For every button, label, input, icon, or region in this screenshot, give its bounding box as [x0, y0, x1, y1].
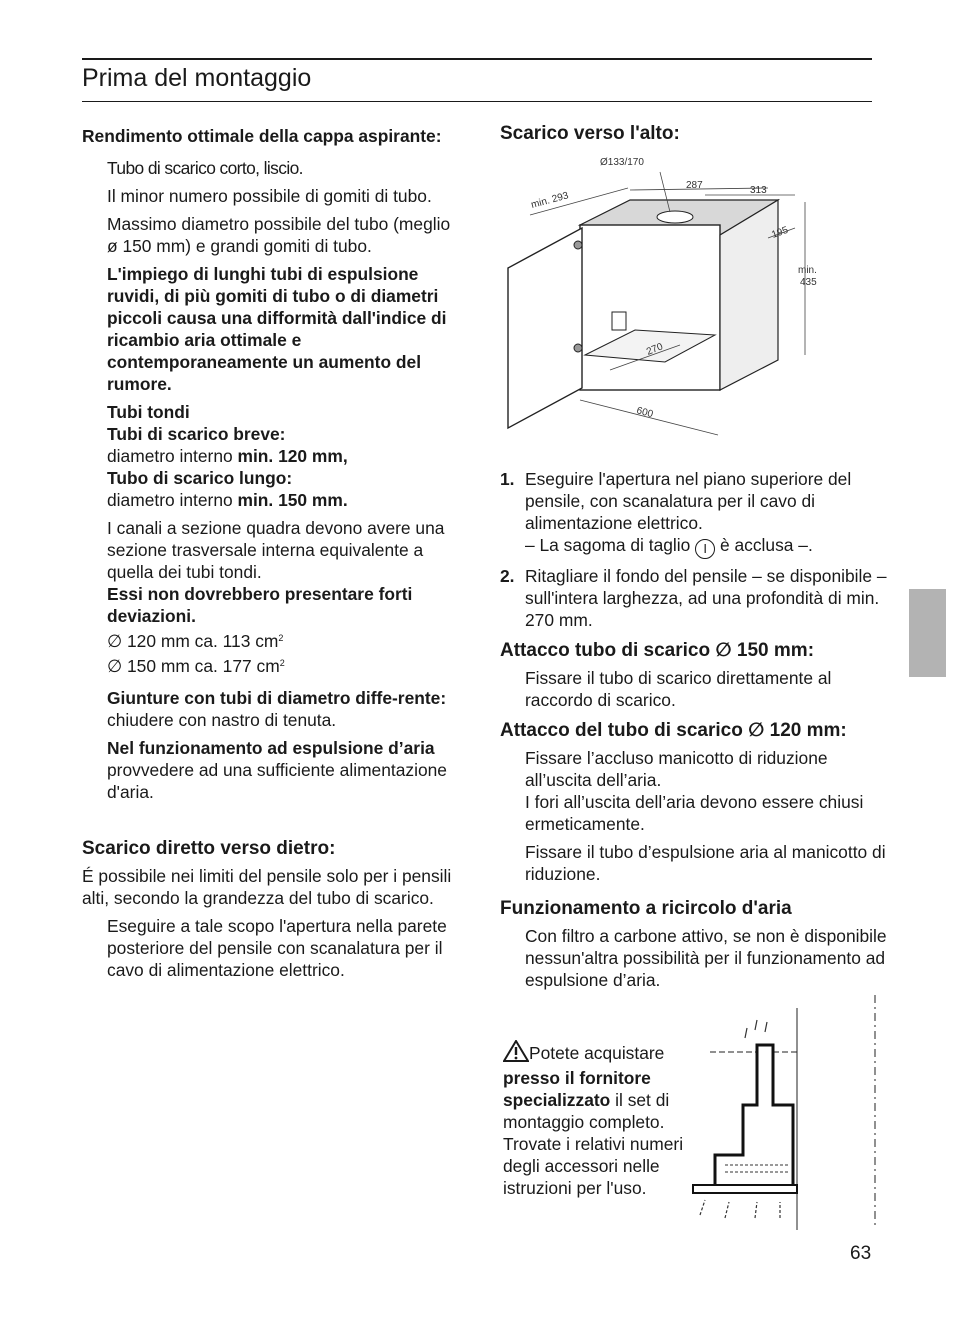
long-pipe-title: Tubo di scarico lungo:	[107, 468, 293, 488]
cabinet-dimension-figure	[500, 150, 840, 450]
back-outlet-p2: Eseguire a tale scopo l'apertura nella parete posteriore del pensile con scanalatura per il cavo di alimentazione elettrico.	[107, 916, 447, 980]
round-pipes-title: Tubi tondi	[107, 402, 190, 422]
step-1-body	[525, 468, 890, 559]
cabinet-front	[580, 225, 720, 390]
note-post: il set di montaggio completo. Trovate i relativi numeri degli accessori nelle istruzioni per l'uso.	[503, 1090, 684, 1198]
long-pipe-spec-label: diametro interno	[107, 490, 238, 510]
recirculation-diagram	[685, 990, 885, 1230]
tip-max-diameter: Massimo diametro possibile del tubo (meglio ø 150 mm) e grandi gomiti di tubo.	[107, 214, 451, 256]
hood-canopy	[693, 1185, 797, 1193]
label-min293: min. 293	[529, 190, 570, 211]
back-outlet-heading: Scarico diretto verso dietro:	[82, 838, 336, 859]
performance-heading: Rendimento ottimale della cappa aspirante:	[82, 126, 442, 146]
header-rule-top	[82, 58, 872, 60]
step-1-note	[525, 534, 890, 559]
connect-150-text: Fissare il tubo di scarico direttamente al raccordo di scarico.	[525, 668, 832, 710]
template-symbol: I	[695, 539, 715, 559]
step-1-text: Eseguire l'apertura nel piano superiore del pensile, con scanalatura per il cavo di alimentazione elettrico.	[525, 469, 852, 533]
step-2-text: Ritagliare il fondo del pensile – se disponibile – sull'intera larghezza, ad una profondità di min. 270 mm.	[525, 566, 887, 630]
joints-note	[107, 687, 452, 731]
step-2-number: 2.	[500, 566, 515, 586]
note-pre: Potete acquistare	[529, 1043, 665, 1063]
mounting-bracket	[612, 312, 626, 330]
joints-bold: Giunture con tubi di diametro diffe-rente:	[107, 688, 447, 708]
tip-few-elbows: Il minor numero possibile di gomiti di tubo.	[107, 186, 432, 206]
area-150-text: ∅ 150 mm ca. 177 cm	[107, 656, 280, 676]
round-pipes-block	[107, 401, 452, 511]
connect-120-text-c: Fissare il tubo d’espulsione aria al manicotto di riduzione.	[525, 842, 886, 884]
label-195: 195	[770, 224, 790, 241]
page-number: 63	[850, 1243, 872, 1264]
area-120	[107, 627, 452, 652]
tip-short-pipe: Tubo di scarico corto, liscio.	[107, 158, 303, 178]
short-pipe-spec-value: min. 120 mm,	[237, 446, 348, 466]
hinge-top	[574, 241, 582, 249]
hood-chimney	[715, 1045, 793, 1190]
recirculation-heading: Funzionamento a ricircolo d'aria	[500, 898, 792, 919]
exhaust-text: provvedere ad una sufficiente alimentazione d'aria.	[107, 760, 447, 802]
label-min435-a: min.	[798, 265, 817, 276]
back-outlet-p1: É possibile nei limiti del pensile solo per i pensili alti, secondo la grandezza del tubo di scarico.	[82, 866, 452, 908]
short-pipe-title: Tubi di scarico breve:	[107, 424, 286, 444]
page-title: Prima del montaggio	[82, 64, 312, 92]
step-1-note-pre: – La sagoma di taglio	[525, 535, 696, 555]
left-column	[82, 125, 452, 981]
connect-120-text-b: I fori all’uscita dell’aria devono essere chiusi ermeticamente.	[525, 792, 864, 834]
step-1-number: 1.	[500, 469, 515, 489]
note-bold: presso il fornitore specializzato	[503, 1068, 651, 1110]
upward-outlet-heading: Scarico verso l'alto:	[500, 123, 680, 144]
area-150	[107, 652, 452, 677]
short-pipe-spec-label: diametro interno	[107, 446, 238, 466]
cabinet-door	[508, 228, 582, 428]
short-pipe-spec	[107, 445, 452, 467]
connect-120-text-a: Fissare l’accluso manicotto di riduzione all’uscita dell’aria.	[525, 748, 828, 790]
connect-120-heading: Attacco del tubo di scarico ∅ 120 mm:	[500, 720, 847, 741]
label-min435-b: 435	[800, 277, 817, 288]
step-1	[500, 468, 890, 559]
header-rule-bottom	[82, 101, 872, 102]
label-287: 287	[686, 180, 703, 191]
label-313: 313	[750, 185, 767, 196]
exhaust-note	[107, 737, 452, 803]
accessory-note	[503, 1040, 693, 1199]
label-270: 270	[645, 341, 665, 358]
joints-text: chiudere con nastro di tenuta.	[107, 710, 337, 730]
duct-opening	[657, 211, 693, 223]
label-600: 600	[635, 405, 655, 421]
step-2	[500, 565, 890, 631]
long-pipe-spec	[107, 489, 452, 511]
square-ducts-warning: Essi non dovrebbero presentare forti deviazioni.	[107, 584, 413, 626]
section-tab	[909, 589, 946, 677]
air-flow-up-icon	[745, 1020, 767, 1038]
air-flow-intake-icon	[700, 1200, 780, 1218]
warning-long-pipes: L'impiego di lunghi tubi di espulsione ruvidi, di più gomiti di tubo o di diametri piccoli causa una difformità dall'indice di ricambio aria ottimale e contemporaneamente un aumento del rumore.	[107, 264, 447, 394]
exhaust-bold: Nel funzionamento ad espulsione d’aria	[107, 738, 435, 758]
label-diameter: Ø133/170	[600, 157, 644, 168]
square-ducts-text: I canali a sezione quadra devono avere una sezione trasversale interna equivalente a quella dei tubi tondi.	[107, 518, 445, 582]
area-120-sup: 2	[278, 633, 284, 643]
recirculation-text: Con filtro a carbone attivo, se non è disponibile nessun'altra possibilità per il funzionamento ad espulsione d’aria.	[525, 926, 887, 990]
hinge-bottom	[574, 344, 582, 352]
step-1-note-post: è acclusa –.	[715, 535, 813, 555]
area-150-sup: 2	[279, 658, 285, 668]
warning-icon	[503, 1040, 529, 1067]
square-ducts-block	[107, 517, 452, 677]
connect-150-heading: Attacco tubo di scarico ∅ 150 mm:	[500, 640, 815, 661]
long-pipe-spec-value: min. 150 mm.	[237, 490, 348, 510]
area-120-text: ∅ 120 mm ca. 113 cm	[107, 631, 279, 651]
